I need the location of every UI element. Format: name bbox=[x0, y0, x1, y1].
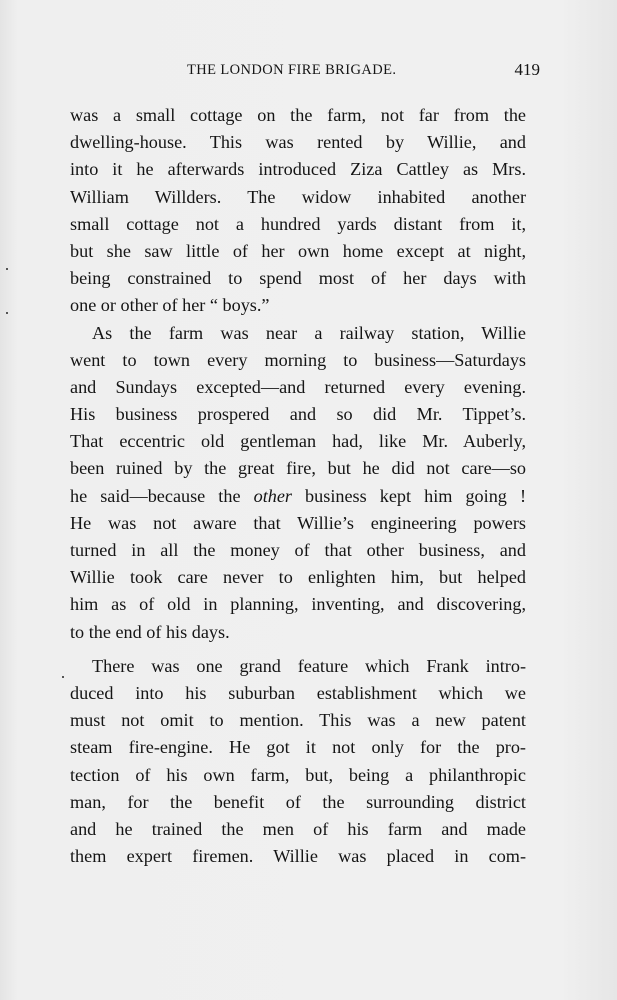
text-line: dwelling-house. This was rented by Willie, and bbox=[70, 132, 526, 153]
text-line: to the end of his days. bbox=[70, 621, 230, 642]
text-line: was a small cottage on the farm, not far from the bbox=[70, 105, 526, 125]
text-line: There was one grand feature which Frank intro- bbox=[92, 655, 526, 676]
text-line: small cottage not a hundred yards distant from it, bbox=[70, 213, 526, 234]
text-line: one or other of her “ boys.” bbox=[70, 295, 270, 316]
text-line-with-emphasis bbox=[70, 483, 526, 510]
text-fragment: he said—because the bbox=[70, 485, 254, 506]
text-line: and he trained the men of his farm and made bbox=[70, 818, 526, 839]
text-line: That eccentric old gentleman had, like Mr. Auberly, bbox=[70, 431, 526, 452]
print-speck bbox=[62, 676, 64, 678]
text-line: As the farm was near a railway station, Willie bbox=[92, 322, 526, 343]
running-title: THE LONDON FIRE BRIGADE. bbox=[187, 62, 397, 78]
text-line: being constrained to spend most of her days with bbox=[70, 268, 526, 289]
text-line: into it he afterwards introduced Ziza Cattley as Mrs. bbox=[70, 159, 526, 180]
text-line: must not omit to mention. This was a new patent bbox=[70, 710, 526, 731]
text-line: them expert firemen. Willie was placed in com- bbox=[70, 846, 526, 867]
paragraph-3 bbox=[70, 653, 526, 871]
text-line: duced into his suburban establishment which we bbox=[70, 682, 526, 703]
text-line: him as of old in planning, inventing, and discovering, bbox=[70, 594, 526, 615]
text-line: man, for the benefit of the surrounding district bbox=[70, 791, 526, 812]
print-speck bbox=[6, 268, 8, 270]
text-line: William Willders. The widow inhabited another bbox=[70, 186, 526, 207]
text-line: and Sundays excepted—and returned every evening. bbox=[70, 376, 526, 397]
running-head bbox=[70, 62, 540, 84]
page-number: 419 bbox=[514, 60, 540, 79]
text-fragment: business kept him going ! bbox=[292, 485, 526, 506]
body-text bbox=[70, 102, 526, 870]
text-line: He was not aware that Willie’s engineering powers bbox=[70, 512, 526, 533]
print-speck bbox=[6, 312, 8, 314]
text-line: been ruined by the great fire, but he did not care—so bbox=[70, 458, 526, 479]
text-line: went to town every morning to business—Saturdays bbox=[70, 349, 526, 370]
text-line: Willie took care never to enlighten him, but helped bbox=[70, 567, 526, 588]
emphasized-word: other bbox=[253, 485, 292, 506]
text-line: tection of his own farm, but, being a philanthropic bbox=[70, 764, 526, 785]
paragraph-2 bbox=[70, 320, 526, 646]
text-line: but she saw little of her own home except at night, bbox=[70, 240, 526, 261]
text-line: turned in all the money of that other business, and bbox=[70, 540, 526, 560]
text-line: steam fire-engine. He got it not only for the pro- bbox=[70, 737, 526, 758]
text-line: His business prospered and so did Mr. Tippet’s. bbox=[70, 404, 526, 425]
paragraph-1 bbox=[70, 102, 526, 320]
